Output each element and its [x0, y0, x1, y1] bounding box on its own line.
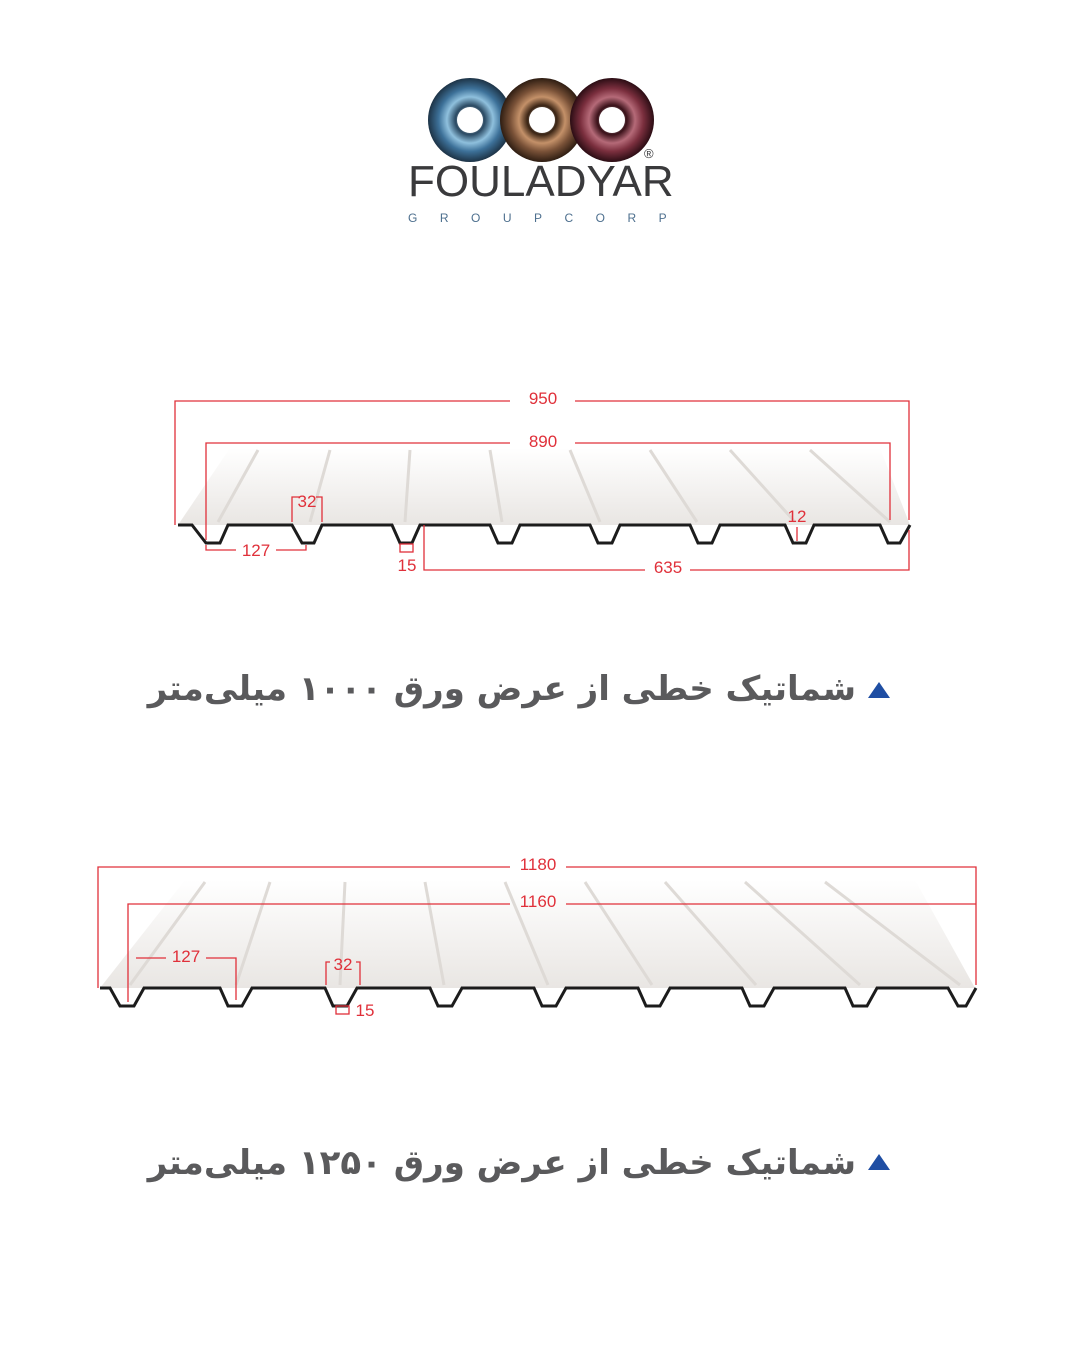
dim-rib-top: 32	[297, 492, 317, 511]
brand-tagline: GROUPCORP	[408, 211, 690, 225]
profile-diagram-1000	[0, 370, 1080, 600]
profile-line	[100, 988, 976, 1006]
profile-diagram-1250	[0, 840, 1080, 1040]
dim-overall-width: 1180	[519, 855, 557, 874]
profile-line	[178, 525, 910, 543]
dim-rib-bottom: 15	[355, 1001, 375, 1020]
dim-rib-bottom: 15	[397, 556, 417, 575]
dim-rib-top: 32	[333, 955, 353, 974]
dim-overall-width: 950	[528, 389, 558, 408]
dim-effective-width: 1160	[519, 892, 557, 911]
dim-span: 635	[653, 558, 683, 577]
diagram-caption-1250	[147, 1143, 890, 1183]
caption-text: شماتیک خطی از عرض ورق ۱۲۵۰ میلی‌متر	[147, 1143, 856, 1183]
dim-effective-width: 890	[528, 432, 558, 451]
dim-rib-depth: 12	[787, 507, 807, 526]
diagram-caption-1000	[147, 669, 890, 709]
coil-maroon-icon	[570, 78, 654, 162]
registered-mark: ®	[644, 146, 654, 161]
brand-wordmark: FOULADYAR	[408, 157, 674, 206]
dim-rib-pitch: 127	[241, 541, 271, 560]
caption-text: شماتیک خطی از عرض ورق ۱۰۰۰ میلی‌متر	[147, 669, 856, 709]
coil-blue-icon	[428, 78, 512, 162]
dim-rib-pitch: 127	[171, 947, 201, 966]
